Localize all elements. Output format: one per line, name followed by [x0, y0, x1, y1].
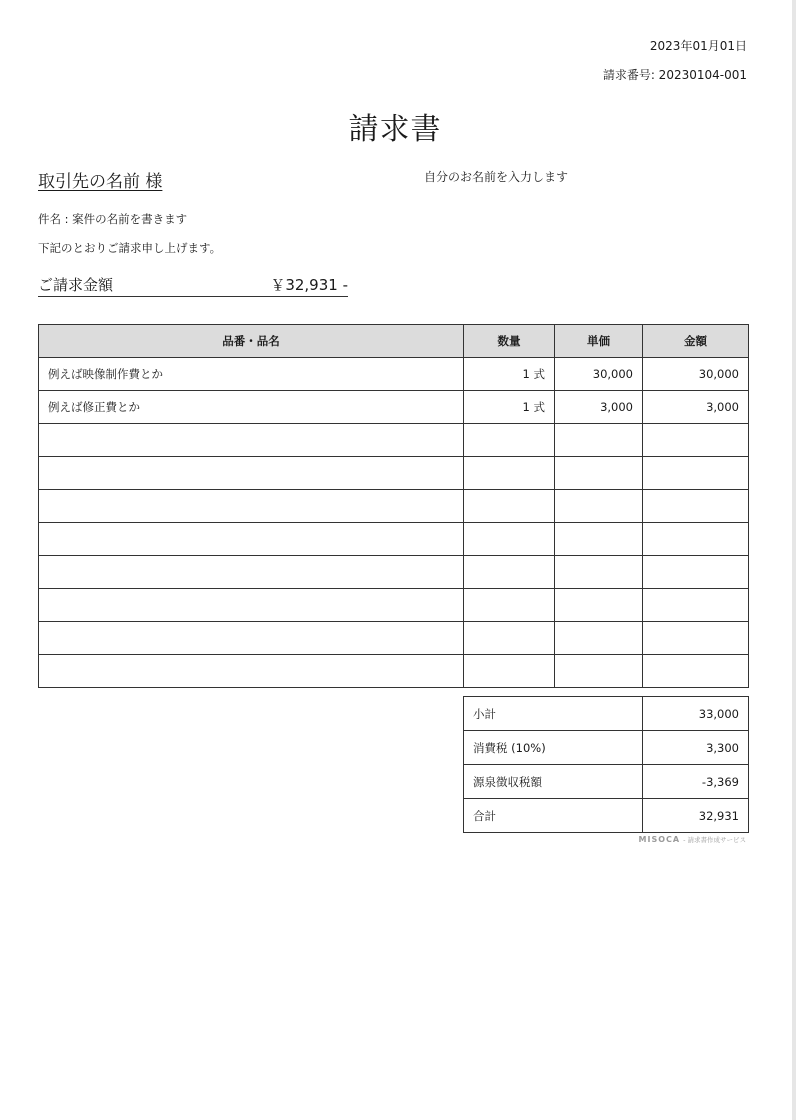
document-title: 請求書: [348, 112, 442, 147]
totals-label: 合計: [464, 799, 643, 833]
totals-value: 32,931: [643, 799, 749, 833]
item-amount: [643, 589, 749, 622]
totals-label: 消費税 (10%): [464, 731, 643, 765]
item-quantity: [464, 490, 555, 523]
item-name: [39, 523, 464, 556]
item-unit-price: [555, 655, 643, 688]
item-unit-price: [555, 589, 643, 622]
item-unit-price: 3,000: [555, 391, 643, 424]
totals-row: [464, 731, 749, 765]
item-name: [39, 622, 464, 655]
table-row: [39, 589, 749, 622]
item-name: [39, 589, 464, 622]
col-header-unit-price: 単価: [555, 325, 643, 358]
table-row: [39, 556, 749, 589]
totals-table: [463, 696, 749, 833]
table-row: [39, 424, 749, 457]
item-name: [39, 556, 464, 589]
subject-line: 件名 : 案件の名前を書きます: [38, 212, 188, 226]
item-quantity: [464, 424, 555, 457]
item-amount: 30,000: [643, 358, 749, 391]
col-header-quantity: 数量: [464, 325, 555, 358]
sender-name: 自分のお名前を入力します: [424, 170, 569, 184]
billing-amount-value: ￥32,931 -: [270, 276, 348, 294]
item-unit-price: [555, 490, 643, 523]
table-row: [39, 358, 749, 391]
table-row: [39, 490, 749, 523]
service-credit: [639, 835, 746, 844]
totals-row: [464, 799, 749, 833]
intro-text: 下記のとおりご請求申し上げます。: [38, 241, 222, 255]
item-amount: [643, 655, 749, 688]
item-amount: [643, 523, 749, 556]
item-name: [39, 424, 464, 457]
table-row: [39, 655, 749, 688]
item-unit-price: [555, 457, 643, 490]
item-quantity: 1 式: [464, 391, 555, 424]
items-header-row: [39, 325, 749, 358]
item-quantity: [464, 655, 555, 688]
item-amount: [643, 622, 749, 655]
billing-amount: [38, 274, 348, 297]
item-unit-price: [555, 523, 643, 556]
table-row: [39, 523, 749, 556]
item-amount: [643, 457, 749, 490]
item-amount: [643, 424, 749, 457]
col-header-amount: 金額: [643, 325, 749, 358]
item-quantity: [464, 622, 555, 655]
item-amount: [643, 490, 749, 523]
table-row: [39, 622, 749, 655]
page-edge: [792, 0, 796, 1120]
misoca-logo: MISOCA: [638, 835, 681, 844]
item-amount: [643, 556, 749, 589]
invoice-date: 2023年01月01日: [649, 39, 747, 53]
item-name: 例えば映像制作費とか: [39, 358, 464, 391]
totals-label: 源泉徴収税額: [464, 765, 643, 799]
col-header-item: 品番・品名: [39, 325, 464, 358]
item-unit-price: [555, 622, 643, 655]
item-quantity: [464, 457, 555, 490]
totals-row: [464, 697, 749, 731]
item-unit-price: [555, 556, 643, 589]
item-unit-price: [555, 424, 643, 457]
item-quantity: [464, 556, 555, 589]
item-quantity: 1 式: [464, 358, 555, 391]
item-name: [39, 457, 464, 490]
item-quantity: [464, 523, 555, 556]
totals-row: [464, 765, 749, 799]
item-name: 例えば修正費とか: [39, 391, 464, 424]
item-unit-price: 30,000: [555, 358, 643, 391]
totals-value: -3,369: [643, 765, 749, 799]
client-name: 取引先の名前 様: [38, 172, 163, 192]
totals-value: 3,300: [643, 731, 749, 765]
item-name: [39, 655, 464, 688]
items-table: [38, 324, 749, 688]
item-name: [39, 490, 464, 523]
billing-amount-label: ご請求金額: [38, 276, 114, 294]
table-row: [39, 391, 749, 424]
totals-label: 小計: [464, 697, 643, 731]
totals-value: 33,000: [643, 697, 749, 731]
invoice-number: 請求番号: 20230104-001: [602, 68, 747, 82]
service-tagline: - 請求書作成サービス: [683, 836, 746, 844]
item-amount: 3,000: [643, 391, 749, 424]
table-row: [39, 457, 749, 490]
item-quantity: [464, 589, 555, 622]
